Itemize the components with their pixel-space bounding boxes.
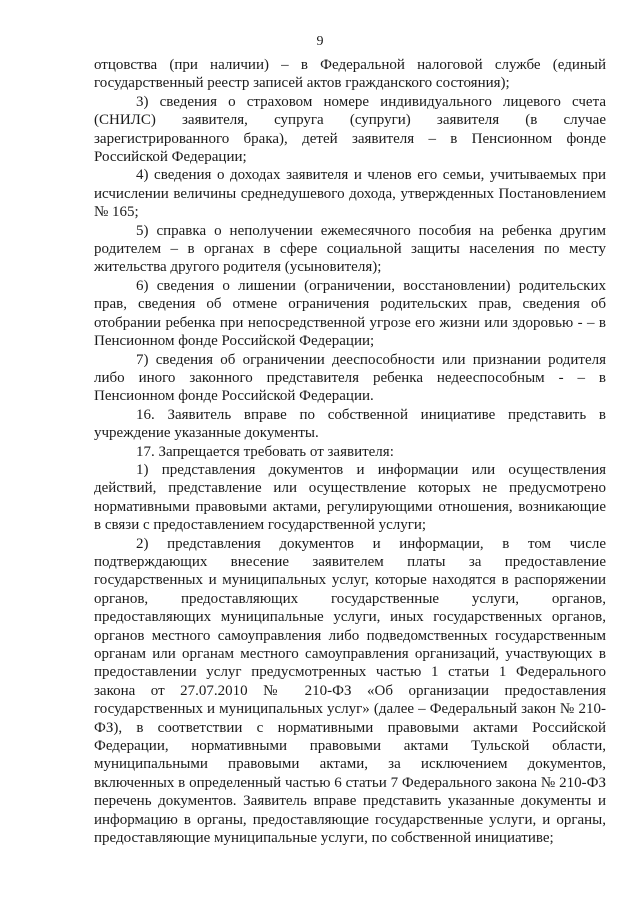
paragraph-item-3: 3) сведения о страховом номере индивидуального лицевого счета (СНИЛС) заявителя, супруга (супруги) заявителя (в случае зарегистрированного брака), детей заявителя – в Пенсионном фонде Российской Федерации;: [94, 93, 606, 166]
page-number: 9: [316, 34, 324, 49]
paragraph-clause-17: 17. Запрещается требовать от заявителя:: [136, 443, 394, 460]
paragraph-item-5: 5) справка о неполучении ежемесячного пособия на ребенка другим родителем – в органах в сфере социальной защиты населения по месту жительства другого родителя (усыновителя);: [94, 222, 606, 276]
paragraph-clause-17-item-2: 2) представления документов и информации, в том числе подтверждающих внесение заявителем платы за предоставление государственных и муниципальных услуг, которые находятся в распоряжении органов, предоставляющих государственные услуги, органов, предоставляющих муниципальные услуги, иных государственных органов, органов местного самоуправления либо подведомственных государственным органам или органам местного самоуправления организаций, участвующих в предоставлении услуг предусмотренных частью 1 статьи 1 Федерального закона от 27.07.2010 № 210-ФЗ «Об организации предоставления государственных и муниципальных услуг» (далее – Федеральный закон № 210-ФЗ), в соответствии с нормативными правовыми актами Российской Федерации, нормативными правовыми актами Тульской области, муниципальными правовыми актами, за исключением документов, включенных в определенный частью 6 статьи 7 Федерального закона № 210-ФЗ перечень документов. Заявитель вправе представить указанные документы и информацию в органы, предоставляющие государственные услуги, и органы, предоставляющие муниципальные услуги, по собственной инициативе;: [94, 535, 606, 847]
paragraph-item-4: 4) сведения о доходах заявителя и членов его семьи, учитываемых при исчислении величины среднедушевого дохода, утвержденных Постановлением № 165;: [94, 167, 606, 221]
paragraph-item-6: 6) сведения о лишении (ограничении, восстановлении) родительских прав, сведения об отмене ограничения родительских прав, сведения об отобрании ребенка при непосредственной угрозе его жизни или здоровью - – в Пенсионном фонде Российской Федерации;: [94, 277, 606, 350]
document-body: [94, 56, 606, 847]
paragraph-clause-17-item-1: 1) представления документов и информации или осуществления действий, представление или осуществление которых не предусмотрено нормативными правовыми актами, регулирующими отношения, возникающие в связи с предоставлением государственной услуги;: [94, 461, 606, 534]
paragraph-clause-16: 16. Заявитель вправе по собственной инициативе представить в учреждение указанные документы.: [94, 406, 606, 442]
paragraph-item-7: 7) сведения об ограничении дееспособности или признании родителя либо иного законного представителя ребенка недееспособным - – в Пенсионном фонде Российской Федерации.: [94, 351, 606, 405]
paragraph-continuation: отцовства (при наличии) – в Федеральной налоговой службе (единый государственный реестр записей актов гражданского состояния);: [94, 57, 606, 92]
